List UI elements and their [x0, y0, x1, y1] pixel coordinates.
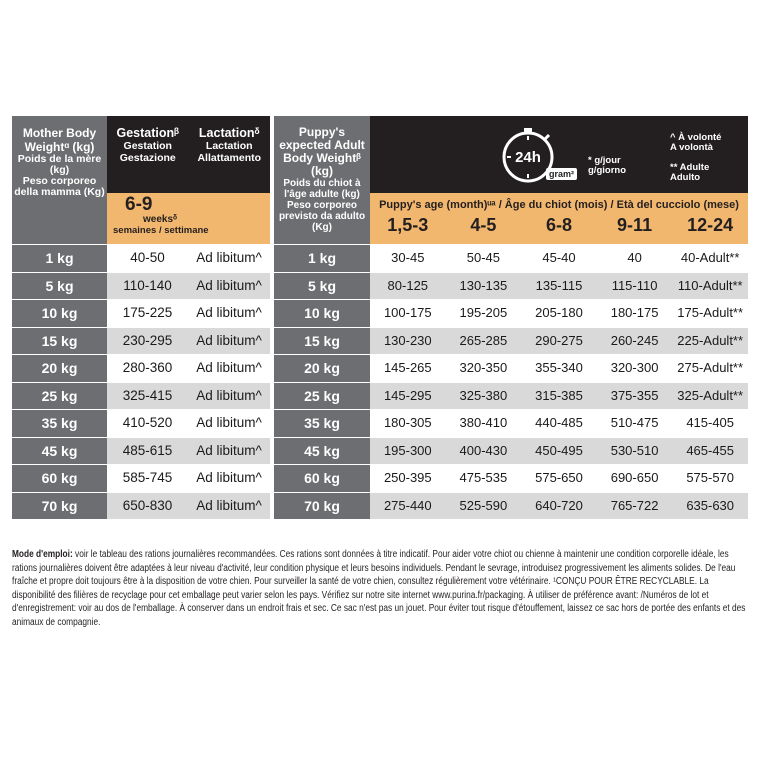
- daily-ration-band: [370, 116, 748, 193]
- ration-cell: 325-380: [446, 383, 522, 410]
- table-row: [12, 492, 270, 520]
- ration-cell: 260-245: [597, 328, 673, 355]
- table-row: [274, 437, 748, 465]
- mother-weight-cell: 60 kg: [12, 465, 107, 492]
- weeks-label: weeksᵟ: [143, 214, 178, 225]
- puppy-weight-cell: 20 kg: [274, 355, 370, 382]
- left-table-body: [12, 244, 270, 519]
- ration-cell: 325-Adult**: [672, 383, 748, 410]
- mother-weight-title-it: Peso corporeo della mamma (Kg): [14, 175, 105, 198]
- ration-cell: 530-510: [597, 438, 673, 465]
- lactation-cell: Ad libitum^: [188, 438, 270, 465]
- lactation-cell: Ad libitum^: [188, 300, 270, 327]
- table-row: [12, 409, 270, 437]
- ration-cell: 275-Adult**: [672, 355, 748, 382]
- instructions-text: [12, 548, 748, 630]
- grams-per-day-label: * g/jour g/giorno: [588, 155, 626, 176]
- ration-cell: 465-455: [672, 438, 748, 465]
- gestation-cell: 40-50: [107, 245, 188, 272]
- ration-cell: 45-40: [521, 245, 597, 272]
- ration-cell: 175-Adult**: [672, 300, 748, 327]
- gestation-cell: 230-295: [107, 328, 188, 355]
- puppy-weight-cell: 5 kg: [274, 273, 370, 300]
- ration-cell: 135-115: [521, 273, 597, 300]
- table-row: [274, 299, 748, 327]
- mother-weight-cell: 10 kg: [12, 300, 107, 327]
- ration-cell: 575-570: [672, 465, 748, 492]
- ration-cell: 250-395: [370, 465, 446, 492]
- lactation-cell: Ad libitum^: [188, 465, 270, 492]
- ration-cell: 320-350: [446, 355, 522, 382]
- mother-weight-title-fr: Poids de la mère (kg): [17, 153, 102, 176]
- mother-weight-cell: 25 kg: [12, 383, 107, 410]
- puppy-weight-cell: 60 kg: [274, 465, 370, 492]
- table-row: [274, 382, 748, 410]
- ration-cell: 225-Adult**: [672, 328, 748, 355]
- gestation-cell: 650-830: [107, 493, 188, 520]
- ration-cell: 40: [597, 245, 673, 272]
- gestation-header: [107, 116, 189, 193]
- left-table-header: [12, 116, 270, 244]
- lactation-title-fr: Lactation: [205, 140, 253, 152]
- gestation-cell: 585-745: [107, 465, 188, 492]
- mother-weight-cell: 15 kg: [12, 328, 107, 355]
- puppy-weight-cell: 25 kg: [274, 383, 370, 410]
- ration-cell: 130-135: [446, 273, 522, 300]
- puppy-weight-cell: 15 kg: [274, 328, 370, 355]
- table-row: [12, 354, 270, 382]
- instructions-lead: Mode d'emploi:: [12, 549, 73, 560]
- ration-cell: 115-110: [597, 273, 673, 300]
- lactation-title: Lactationᵟ: [198, 126, 260, 140]
- puppy-weight-cell: 1 kg: [274, 245, 370, 272]
- ration-cell: 50-45: [446, 245, 522, 272]
- ration-cell: 380-410: [446, 410, 522, 437]
- ration-cell: 130-230: [370, 328, 446, 355]
- ration-cell: 275-440: [370, 493, 446, 520]
- weeks-translation: semaines / settimane: [113, 225, 209, 236]
- ration-cell: 265-285: [446, 328, 522, 355]
- gestation-title: Gestationᵝ: [116, 126, 179, 140]
- ration-cell: 195-300: [370, 438, 446, 465]
- ration-cell: 180-175: [597, 300, 673, 327]
- table-row: [12, 464, 270, 492]
- ration-cell: 375-355: [597, 383, 673, 410]
- lactation-cell: Ad libitum^: [188, 410, 270, 437]
- gestation-weeks-band: [107, 193, 270, 244]
- lactation-cell: Ad libitum^: [188, 328, 270, 355]
- ration-cell: 400-430: [446, 438, 522, 465]
- puppy-weight-cell: 35 kg: [274, 410, 370, 437]
- gestation-cell: 325-415: [107, 383, 188, 410]
- gestation-cell: 110-140: [107, 273, 188, 300]
- right-table-body: [274, 244, 748, 519]
- ration-cell: 450-495: [521, 438, 597, 465]
- ration-cell: 635-630: [672, 493, 748, 520]
- puppy-weight-title-fr: Poids du chiot à l'âge adulte (kg): [283, 178, 361, 200]
- gestation-lactation-header: [107, 116, 270, 244]
- table-row: [274, 327, 748, 355]
- table-row: [274, 354, 748, 382]
- clock-text: 24h: [515, 149, 541, 166]
- ration-cell: 205-180: [521, 300, 597, 327]
- ration-cell: 510-475: [597, 410, 673, 437]
- table-row: [274, 272, 748, 300]
- ration-cell: 40-Adult**: [672, 245, 748, 272]
- ration-cell: 315-385: [521, 383, 597, 410]
- lactation-header: [189, 116, 271, 193]
- mother-weight-cell: 45 kg: [12, 438, 107, 465]
- lactation-cell: Ad libitum^: [188, 355, 270, 382]
- puppy-weight-cell: 10 kg: [274, 300, 370, 327]
- instructions-body: voir le tableau des rations journalières recommandées. Ces rations sont données à titre indicatif. Pour aider votre chiot ou chienne à maintenir une condition corporelle idéale, les rations journalières doivent être adaptées à leur niveau d'activité, leur condition physique et leurs besoins individuels. Pendant le sevrage, introduisez progressivement les aliments solides. De l'eau fraîche et propre doit toujours être à la disposition de votre chien. Pour surveiller la santé de votre chien, consultez régulièrement votre vétérinaire. ¹CONÇU POUR ÊTRE RECYCLABLE. La disponibilité des filières de recyclage pour cet emballage peut varier selon les pays. Vérifiez sur notre site internet www.purina.fr/packaging. À utiliser de préférence avant: /Numéros de lot et d'enregistrement: voir au dos de l'emballage. À conserver dans un endroit frais et sec. Ce sac n'est pas un jouet. Pour éviter tout risque d'étouffement, laissez ce sac hors de portée des enfants et des animaux de compagnie.: [12, 549, 746, 628]
- puppy-weight-header: [274, 116, 370, 244]
- puppy-weight-cell: 45 kg: [274, 438, 370, 465]
- table-row: [274, 244, 748, 272]
- ration-cell: 320-300: [597, 355, 673, 382]
- table-row: [274, 464, 748, 492]
- mother-feeding-table: [12, 116, 270, 519]
- lactation-cell: Ad libitum^: [188, 383, 270, 410]
- gestation-cell: 410-520: [107, 410, 188, 437]
- gestation-cell: 280-360: [107, 355, 188, 382]
- right-table-header: [274, 116, 748, 244]
- gestation-cell: 175-225: [107, 300, 188, 327]
- gestation-title-fr: Gestation: [123, 140, 172, 152]
- ration-cell: 765-722: [597, 493, 673, 520]
- ration-cell: 690-650: [597, 465, 673, 492]
- gestation-cell: 485-615: [107, 438, 188, 465]
- ration-cell: 145-265: [370, 355, 446, 382]
- table-row: [274, 409, 748, 437]
- ration-cell: 355-340: [521, 355, 597, 382]
- ration-cell: 575-650: [521, 465, 597, 492]
- puppy-weight-cell: 70 kg: [274, 493, 370, 520]
- table-row: [12, 327, 270, 355]
- age-column-header: 1,5-3: [387, 215, 429, 235]
- mother-weight-header: [12, 116, 107, 244]
- ration-cell: 290-275: [521, 328, 597, 355]
- mother-weight-cell: 5 kg: [12, 273, 107, 300]
- weeks-range: 6-9: [125, 194, 153, 215]
- puppy-feeding-table: [274, 116, 748, 519]
- ration-cell: 100-175: [370, 300, 446, 327]
- mother-weight-title: Mother Body Weightᵅ (kg): [22, 126, 97, 154]
- ration-cell: 180-305: [370, 410, 446, 437]
- ration-cell: 30-45: [370, 245, 446, 272]
- age-column-header: 9-11: [617, 215, 653, 235]
- table-row: [12, 272, 270, 300]
- table-row: [12, 244, 270, 272]
- age-column-header: 6-8: [545, 215, 572, 235]
- ration-cell: 640-720: [521, 493, 597, 520]
- gestation-lactation-titles: [107, 116, 270, 193]
- lactation-title-it: Allattamento: [197, 152, 262, 164]
- age-title: Puppy's age (month)ᵘᵃ / Âge du chiot (mois) / Età del cucciolo (mese): [379, 199, 739, 211]
- puppy-age-header: [370, 116, 748, 244]
- ration-cell: 415-405: [672, 410, 748, 437]
- lactation-cell: Ad libitum^: [188, 245, 270, 272]
- table-row: [12, 437, 270, 465]
- lactation-cell: Ad libitum^: [188, 493, 270, 520]
- gram-label: gram²: [546, 168, 577, 180]
- ration-cell: 80-125: [370, 273, 446, 300]
- table-row: [274, 492, 748, 520]
- mother-weight-cell: 70 kg: [12, 493, 107, 520]
- ration-cell: 440-485: [521, 410, 597, 437]
- table-row: [12, 299, 270, 327]
- lactation-cell: Ad libitum^: [188, 273, 270, 300]
- table-row: [12, 382, 270, 410]
- ad-libitum-legend: ^ À volonté A volontà: [670, 132, 722, 153]
- mother-weight-cell: 35 kg: [12, 410, 107, 437]
- ration-cell: 475-535: [446, 465, 522, 492]
- ration-cell: 195-205: [446, 300, 522, 327]
- ration-cell: 145-295: [370, 383, 446, 410]
- age-column-header: 4-5: [470, 215, 497, 235]
- puppy-weight-title-it: Peso corporeo previsto da adulto (Kg): [278, 200, 366, 233]
- ration-cell: 525-590: [446, 493, 522, 520]
- age-band: [370, 193, 748, 244]
- ration-cell: 110-Adult**: [672, 273, 748, 300]
- gestation-title-it: Gestazione: [119, 152, 176, 164]
- mother-weight-cell: 20 kg: [12, 355, 107, 382]
- puppy-weight-title: Puppy's expected Adult Body Weightᵝ (kg): [279, 125, 365, 178]
- mother-weight-cell: 1 kg: [12, 245, 107, 272]
- age-column-header: 12-24: [687, 215, 734, 235]
- adult-legend: ** Adulte Adulto: [670, 162, 710, 183]
- age-columns: [370, 215, 748, 236]
